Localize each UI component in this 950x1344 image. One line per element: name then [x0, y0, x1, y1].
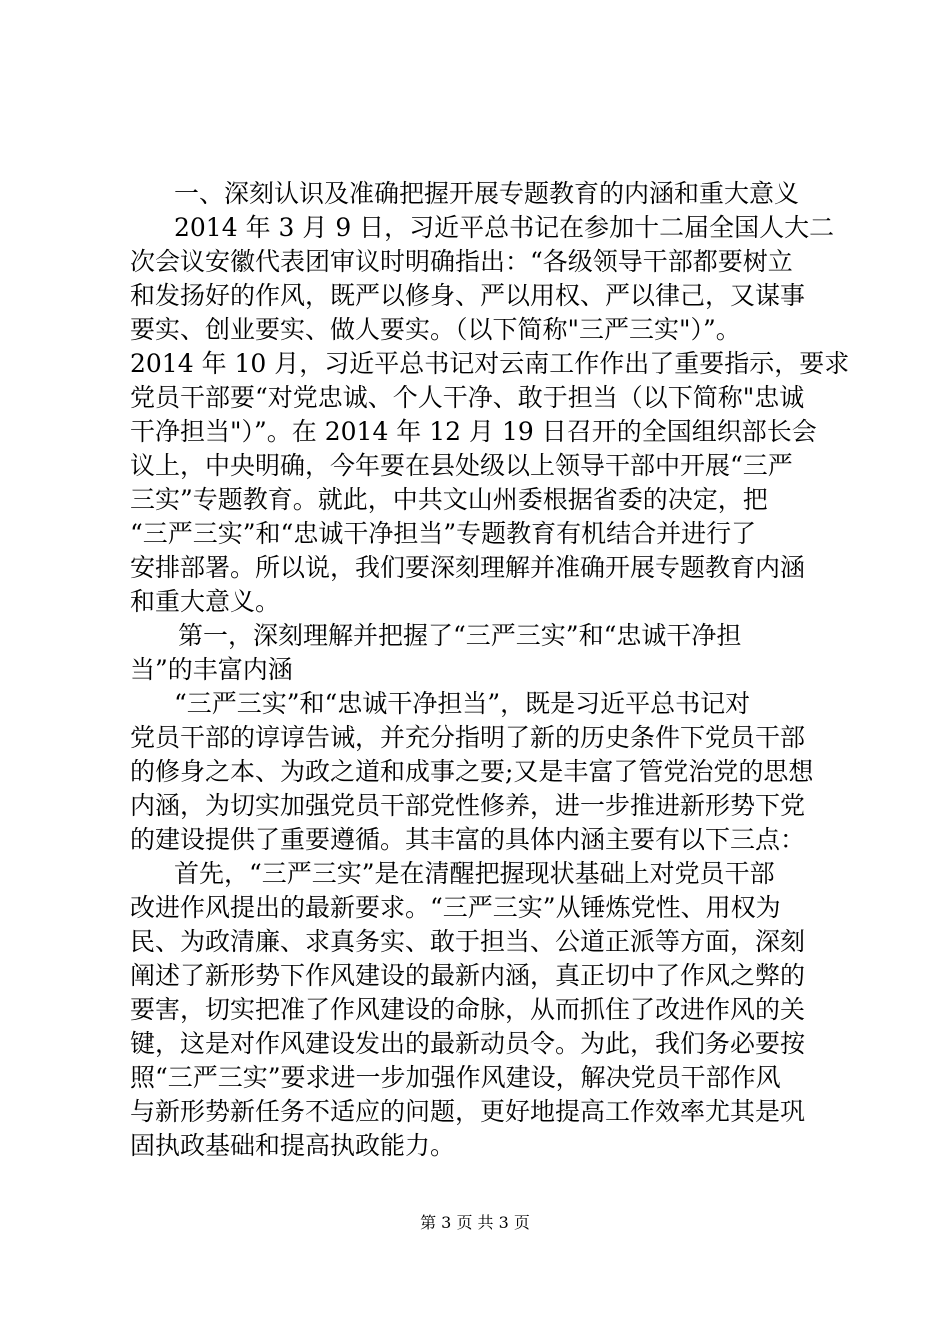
paragraph-line: “三严三实”和“忠诚干净担当”，既是习近平总书记对: [174, 689, 751, 718]
paragraph-line: 和重大意义。: [130, 587, 281, 616]
paragraph-line: 与新形势新任务不适应的问题，更好地提高工作效率尤其是巩: [130, 1097, 806, 1126]
paragraph-line: 2014 年 10 月，习近平总书记对云南工作作出了重要指示，要求: [130, 349, 850, 378]
paragraph-line: 固执政基础和提高执政能力。: [130, 1131, 456, 1160]
paragraph-line: 次会议安徽代表团审议时明确指出：“各级领导干部都要树立: [130, 247, 793, 276]
paragraph-line: 键，这是对作风建设发出的最新动员令。为此，我们务必要按: [130, 1029, 806, 1058]
paragraph-line: 党员干部的谆谆告诫，并充分指明了新的历史条件下党员干部: [130, 723, 806, 752]
page-number-footer: 第 3 页 共 3 页: [420, 1213, 530, 1232]
paragraph-line: 和发扬好的作风，既严以修身、严以用权、严以律己，又谋事: [130, 281, 806, 310]
paragraph-line: 照“三严三实”要求进一步加强作风建设，解决党员干部作风: [130, 1063, 781, 1092]
paragraph-line: “三严三实”和“忠诚干净担当”专题教育有机结合并进行了: [130, 519, 757, 548]
paragraph-line: 三实”专题教育。就此，中共文山州委根据省委的决定，把: [130, 485, 768, 514]
paragraph-line: 要实、创业要实、做人要实。（以下简称"三严三实"）”。: [130, 315, 741, 344]
paragraph-line: 的建设提供了重要遵循。其丰富的具体内涵主要有以下三点：: [130, 825, 806, 854]
paragraph-line: 民、为政清廉、求真务实、敢于担当、公道正派等方面，深刻: [130, 927, 806, 956]
subheading-line: 第一，深刻理解并把握了“三严三实”和“忠诚干净担: [178, 621, 742, 650]
paragraph-line: 阐述了新形势下作风建设的最新内涵，真正切中了作风之弊的: [130, 961, 806, 990]
section-heading: 一、深刻认识及准确把握开展专题教育的内涵和重大意义: [174, 179, 800, 208]
paragraph-line: 改进作风提出的最新要求。“三严三实”从锤炼党性、用权为: [130, 893, 781, 922]
paragraph-line: 的修身之本、为政之道和成事之要;又是丰富了管党治党的思想: [130, 757, 814, 786]
paragraph-line: 首先，“三严三实”是在清醒把握现状基础上对党员干部: [174, 859, 775, 888]
paragraph-line: 干净担当"）”。在 2014 年 12 月 19 日召开的全国组织部长会: [130, 417, 817, 446]
paragraph-line: 党员干部要“对党忠诚、个人干净、敢于担当（以下简称"忠诚: [130, 383, 805, 412]
paragraph-line: 安排部署。所以说，我们要深刻理解并准确开展专题教育内涵: [130, 553, 806, 582]
paragraph-line: 议上，中央明确，今年要在县处级以上领导干部中开展“三严: [130, 451, 793, 480]
paragraph-line: 2014 年 3 月 9 日，习近平总书记在参加十二届全国人大二: [174, 213, 835, 242]
paragraph-line: 内涵，为切实加强党员干部党性修养，进一步推进新形势下党: [130, 791, 806, 820]
subheading-line: 当”的丰富内涵: [130, 655, 293, 684]
paragraph-line: 要害，切实把准了作风建设的命脉，从而抓住了改进作风的关: [130, 995, 806, 1024]
